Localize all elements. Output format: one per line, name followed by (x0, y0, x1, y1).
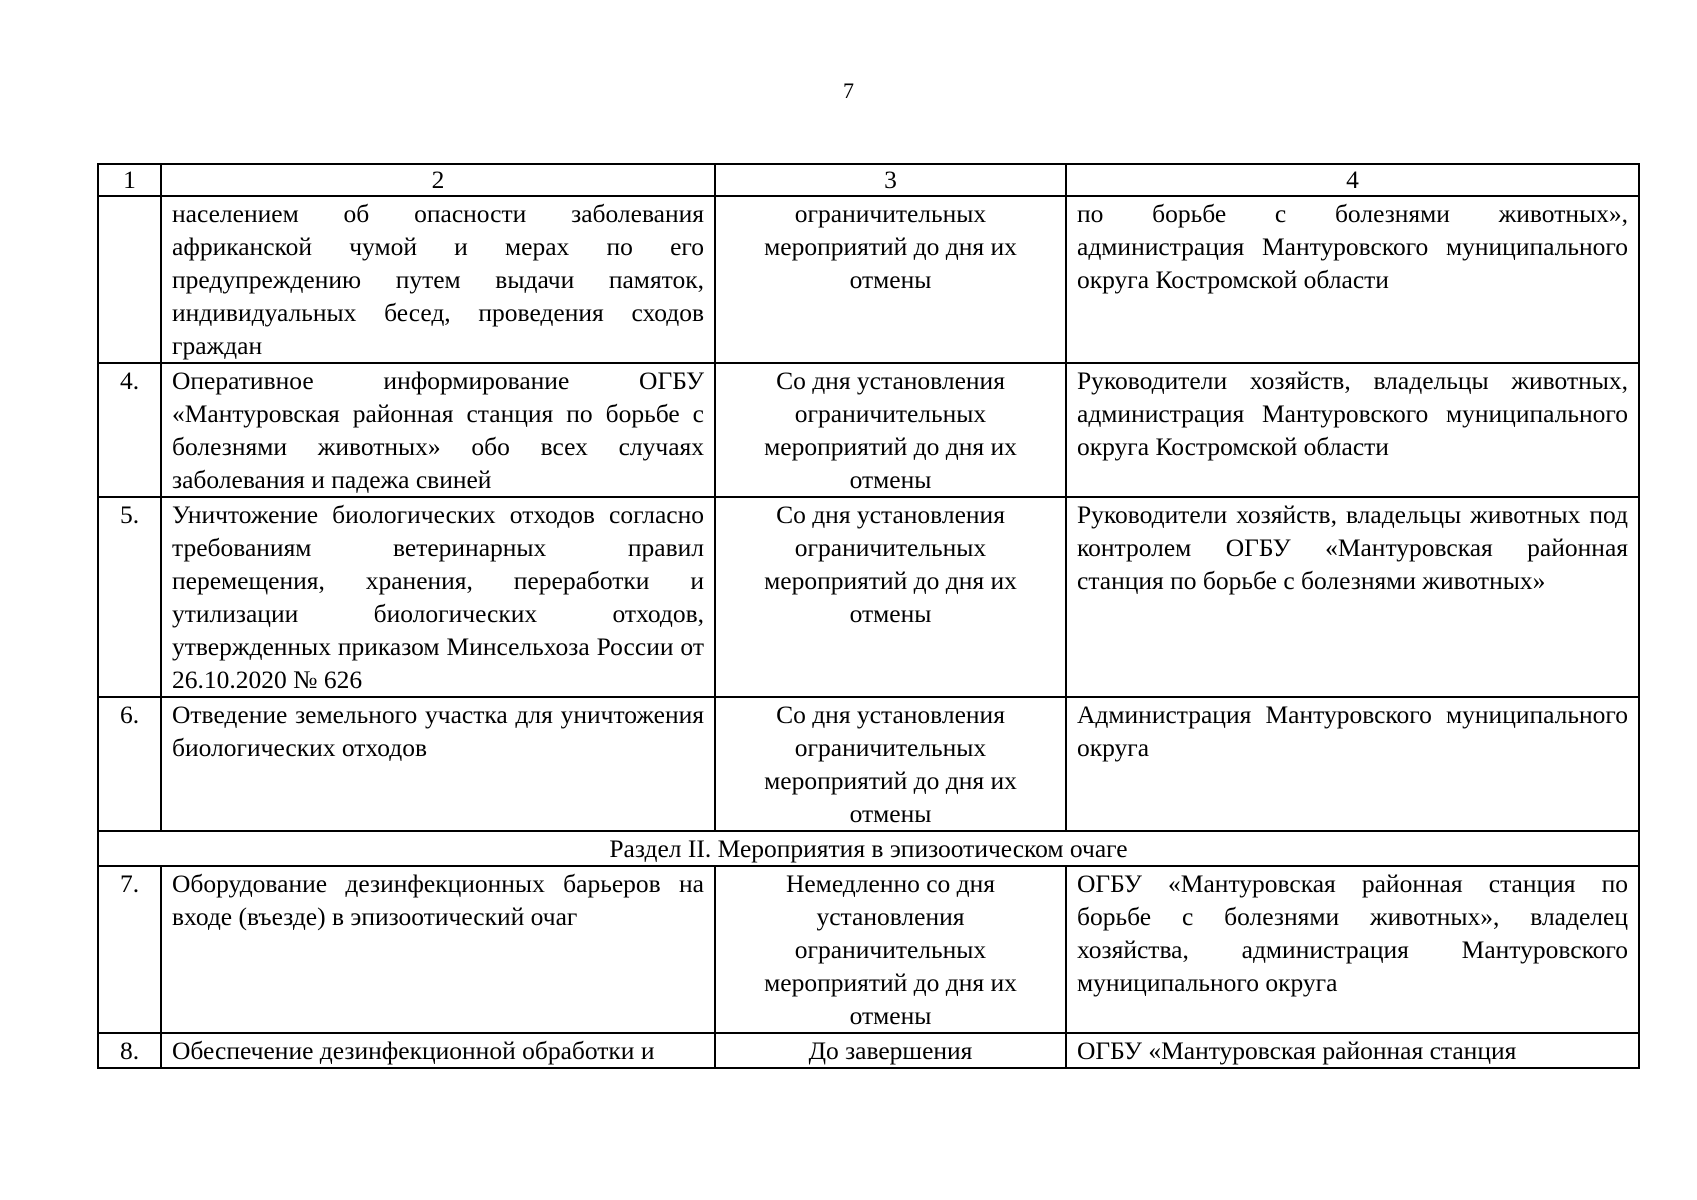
header-cell-3: 3 (715, 164, 1066, 196)
term-cell: Со дня установления ограничительных мероприятий до дня их отмены (715, 497, 1066, 697)
row-number (98, 196, 161, 363)
table-row (98, 363, 1639, 497)
table-row (98, 497, 1639, 697)
table-row (98, 866, 1639, 1033)
row-number: 7. (98, 866, 161, 1033)
measures-table (97, 163, 1640, 1069)
row-number: 6. (98, 697, 161, 831)
row-number: 4. (98, 363, 161, 497)
responsible-cell: Руководители хозяйств, владельцы животных, администрация Мантуровского муниципального округа Костромской области (1066, 363, 1639, 497)
row-number: 5. (98, 497, 161, 697)
responsible-cell: ОГБУ «Мантуровская районная станция по борьбе с болезнями животных», владелец хозяйства, администрация Мантуровского муниципального округа (1066, 866, 1639, 1033)
measure-cell: Уничтожение биологических отходов согласно требованиям ветеринарных правил перемещения, хранения, переработки и утилизации биологических отходов, утвержденных приказом Минсельхоза России от 26.10.2020 № 626 (161, 497, 715, 697)
responsible-cell: по борьбе с болезнями животных», администрация Мантуровского муниципального округа Костромской области (1066, 196, 1639, 363)
header-cell-4: 4 (1066, 164, 1639, 196)
measure-cell: Обеспечение дезинфекционной обработки и (161, 1033, 715, 1068)
table-row (98, 196, 1639, 363)
term-cell: Со дня установления ограничительных мероприятий до дня их отмены (715, 363, 1066, 497)
term-cell: Немедленно со дня установления ограничительных мероприятий до дня их отмены (715, 866, 1066, 1033)
term-cell: ограничительных мероприятий до дня их отмены (715, 196, 1066, 363)
table-row (98, 1033, 1639, 1068)
table-header-row (98, 164, 1639, 196)
measure-cell: Оперативное информирование ОГБУ «Мантуровская районная станция по борьбе с болезнями животных» обо всех случаях заболевания и падежа свиней (161, 363, 715, 497)
measure-cell: населением об опасности заболевания африканской чумой и мерах по его предупреждению путем выдачи памяток, индивидуальных бесед, проведения сходов граждан (161, 196, 715, 363)
term-cell: Со дня установления ограничительных мероприятий до дня их отмены (715, 697, 1066, 831)
measure-cell: Отведение земельного участка для уничтожения биологических отходов (161, 697, 715, 831)
row-number: 8. (98, 1033, 161, 1068)
section-title: Раздел II. Мероприятия в эпизоотическом очаге (98, 831, 1639, 866)
section-row (98, 831, 1639, 866)
responsible-cell: Руководители хозяйств, владельцы животных под контролем ОГБУ «Мантуровская районная станция по борьбе с болезнями животных» (1066, 497, 1639, 697)
responsible-cell: ОГБУ «Мантуровская районная станция (1066, 1033, 1639, 1068)
table-row (98, 697, 1639, 831)
header-cell-1: 1 (98, 164, 161, 196)
responsible-cell: Администрация Мантуровского муниципального округа (1066, 697, 1639, 831)
header-cell-2: 2 (161, 164, 715, 196)
measure-cell: Оборудование дезинфекционных барьеров на входе (въезде) в эпизоотический очаг (161, 866, 715, 1033)
page-number: 7 (843, 78, 854, 103)
term-cell: До завершения (715, 1033, 1066, 1068)
